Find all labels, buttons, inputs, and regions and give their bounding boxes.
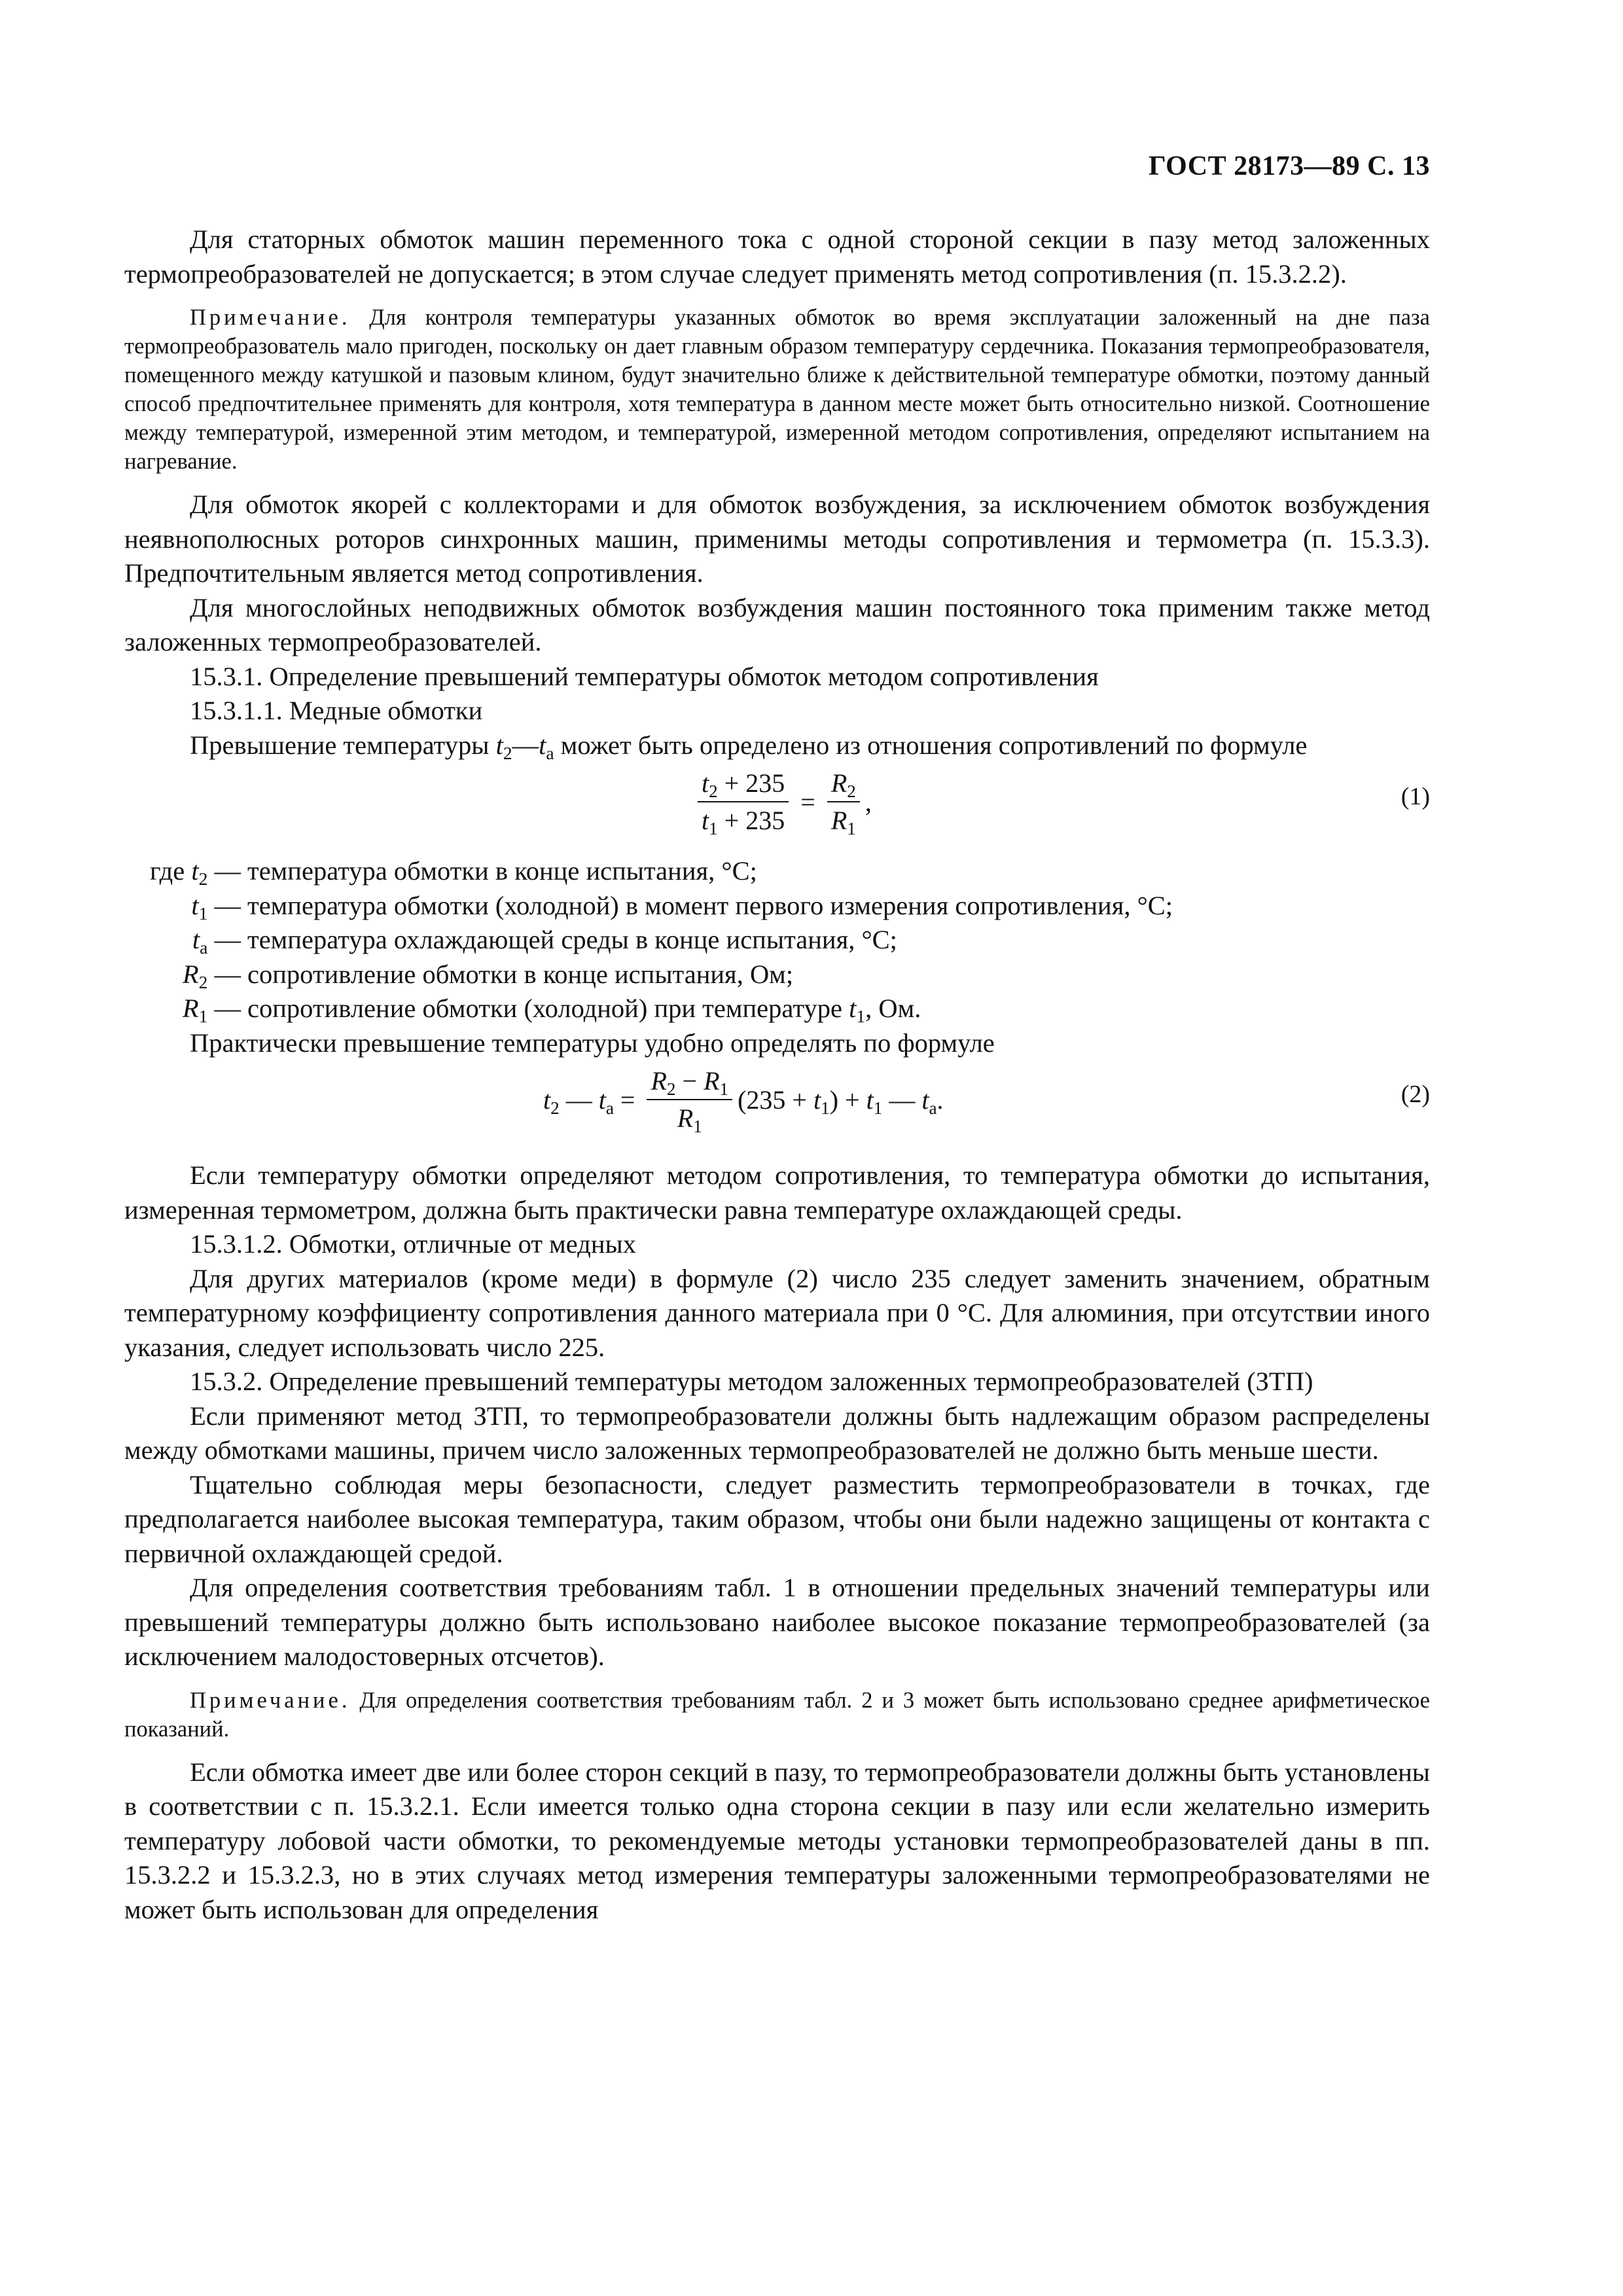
definition-text: сопротивление обмотки в конце испытания, Ом; bbox=[247, 959, 794, 989]
formula-text: (235 + bbox=[738, 1085, 807, 1115]
paragraph: Для обмоток якорей с коллекторами и для обмоток возбуждения, за исключением обмоток возбуждения неявнополюсных роторов синхронных машин, применимы методы сопротивления и термометра (п. 15.3.3). Предпочтительным является метод сопротивления. bbox=[124, 490, 1430, 588]
paragraph: Для других материалов (кроме меди) в формуле (2) число 235 следует заменить значением, обратным температурному коэффициенту сопротивления данного материала при 0 °С. Для алюминия, при отсутствии иного указания, следует использовать число 225. bbox=[124, 1263, 1430, 1362]
definition-suffix: , Ом. bbox=[865, 994, 921, 1023]
section-heading: 15.3.1.2. Обмотки, отличные от медных bbox=[190, 1229, 636, 1259]
formula-text: + 235 bbox=[724, 806, 785, 835]
paragraph-text: может быть определено из отношения сопротивлений по формуле bbox=[554, 730, 1308, 760]
page-header: ГОСТ 28173—89 С. 13 bbox=[1148, 151, 1430, 181]
formula-1: $\frac{t_2 + 235}{t_1 + 235}$ = $\frac{R_2}{R_1}$ , (1) bbox=[124, 762, 1430, 854]
formula-text: + 235 bbox=[724, 768, 785, 798]
note-label: Примечание. bbox=[190, 305, 351, 330]
definition-text: температура обмотки в конце испытания, °С; bbox=[247, 856, 757, 886]
formula-number: (2) bbox=[1400, 1081, 1430, 1108]
note-text: Для определения соответствия требованиям табл. 2 и 3 может быть использовано среднее арифметическое показаний. bbox=[124, 1687, 1430, 1742]
fraction: $\frac{R_2 - R_1}{R_1}$ bbox=[647, 1066, 732, 1134]
note-text: Для контроля температуры указанных обмоток во время эксплуатации заложенный на дне паза термопреобразователь мало пригоден, поскольку он дает главным образом температуру сердечника. Показания термопреобразователя, помещенного между катушкой и пазовым клином, будут значительно ближе к действительной температуре обмотки, поэтому данный способ предпочтительнее применять для контроля, хотя температура в данном месте может быть относительно низкой. Соотношение между температурой, измеренной этим методом, и температурой, измеренной методом сопротивления, определяют испытанием на нагревание. bbox=[124, 305, 1430, 474]
definitions-list bbox=[124, 854, 1430, 1026]
document-body bbox=[124, 223, 1430, 1927]
paragraph: Если применяют метод ЗТП, то термопреобразователи должны быть надлежащим образом распределены между обмотками машины, причем число заложенных термопреобразователей не должно быть меньше шести. bbox=[124, 1401, 1430, 1465]
note-label: Примечание. bbox=[190, 1687, 351, 1713]
paragraph: Для определения соответствия требованиям табл. 1 в отношении предельных значений температуры или превышений температуры должно быть использовано наиболее высокое показание термопреобразователей (за исключением малодостоверных отсчетов). bbox=[124, 1573, 1430, 1671]
paragraph: Тщательно соблюдая меры безопасности, следует разместить термопреобразователи в точках, где предполагается наиболее высокая температура, таким образом, чтобы они были надежно защищены от контакта с первичной охлаждающей средой. bbox=[124, 1469, 1430, 1568]
definition-row: $t_a$ — температура охлаждающей среды в конце испытания, °С; bbox=[124, 923, 1430, 958]
definition-text: сопротивление обмотки (холодной) при температуре bbox=[247, 994, 842, 1023]
definition-row: $R_2$ — сопротивление обмотки в конце испытания, Ом; bbox=[124, 958, 1430, 992]
paragraph: Практически превышение температуры удобно определять по формуле bbox=[190, 1028, 995, 1058]
formula-2: $t_2$ — $t_a$ = $\frac{R_2 - R_1}{R_1}$ $(235 + t_1) + t_1$ — $t_a$. (2) bbox=[543, 1066, 1430, 1136]
section-heading: 15.3.2. Определение превышений температуры методом заложенных термопреобразователей (ЗТП) bbox=[190, 1367, 1313, 1396]
paragraph: Если обмотка имеет две или более сторон секций в пазу, то термопреобразователи должны быть установлены в соответствии с п. 15.3.2.1. Если имеется только одна сторона секции в пазу или если желательно измерить температуру лобовой части обмотки, то рекомендуемые методы установки термопреобразователей даны в пп. 15.3.2.2 и 15.3.2.3, но в этих случаях метод измерения температуры заложенными термопреобразователями не может быть использован для определения bbox=[124, 1757, 1430, 1924]
note bbox=[124, 303, 1430, 476]
fraction-left: $\frac{t_2 + 235}{t_1 + 235}$ bbox=[698, 768, 789, 836]
paragraph: Для многослойных неподвижных обмоток возбуждения машин постоянного тока применим также метод заложенных термопреобразователей. bbox=[124, 592, 1430, 656]
paragraph: Для статорных обмоток машин переменного тока с одной стороной секции в пазу метод заложенных термопреобразователей не допускается; в этом случае следует применять метод сопротивления (п. 15.3.2.2). bbox=[124, 224, 1430, 289]
note bbox=[124, 1686, 1430, 1744]
definition-prefix: где bbox=[150, 856, 185, 886]
section-heading: 15.3.1.1. Медные обмотки bbox=[190, 696, 483, 725]
section-heading: 15.3.1. Определение превышений температуры обмоток методом сопротивления bbox=[190, 661, 1099, 691]
definition-text: температура обмотки (холодной) в момент первого измерения сопротивления, °С; bbox=[247, 890, 1173, 920]
paragraph: Превышение температуры $t_2—t_a$ может быть определено из отношения сопротивлений по формуле bbox=[190, 730, 1308, 763]
fraction-right: $\frac{R_2}{R_1}$ bbox=[827, 768, 860, 836]
definition-row: где $t_2$ — температура обмотки в конце испытания, °С; bbox=[124, 854, 1430, 889]
definition-text: температура охлаждающей среды в конце испытания, °С; bbox=[247, 925, 897, 954]
paragraph-text: Превышение температуры bbox=[190, 730, 496, 760]
paragraph: Если температуру обмотки определяют методом сопротивления, то температура обмотки до испытания, измеренная термометром, должна быть практически равна температуре охлаждающей среды. bbox=[124, 1160, 1430, 1225]
definition-row: $R_1$ — сопротивление обмотки (холодной) при температуре $t_1$, Ом. bbox=[182, 994, 921, 1026]
definition-row: $t_1$ — температура обмотки (холодной) в момент первого измерения сопротивления, °С; bbox=[124, 889, 1430, 924]
formula-number: (1) bbox=[1400, 783, 1430, 810]
